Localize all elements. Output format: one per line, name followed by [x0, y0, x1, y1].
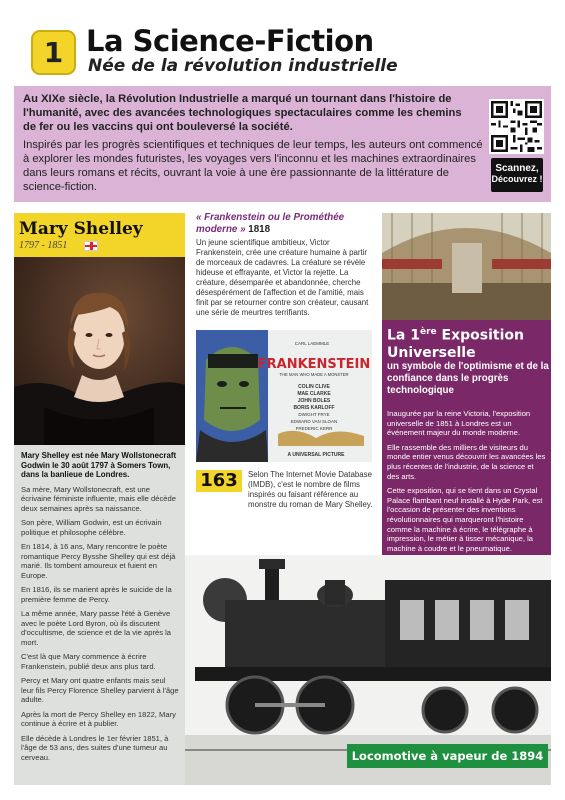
- intro-text: Inspirés par les progrès scientifiques et techniques de leur temps, les auteurs ont commencé à explorer les mondes futuristes, les voyages vers l'inconnu et les machines extraordinaires dans leurs romans et récits, ouvrant la voie à une ère passionnante de la littérature de science-fiction.: [23, 139, 483, 193]
- expo-subtitle: un symbole de l'optimisme et de la confiance dans le progrès technologique: [387, 361, 549, 396]
- poster-cast-5: DWIGHT FRYE: [298, 412, 330, 417]
- bio-paragraph: En 1814, à 16 ans, Mary rencontre le poète romantique Percy Bysshe Shelley qui est déjà marié. Ils tombent amoureux et fuient en Europe.: [21, 542, 176, 580]
- bio-paragraph: Percy et Mary ont quatre enfants mais seul leur fils Percy Florence Shelley parvient à l'âge adulte.: [21, 676, 179, 704]
- poster-studio: A UNIVERSAL PICTURE: [287, 452, 345, 458]
- frankenstein-title: [196, 212, 376, 236]
- poster-cast-4: BORIS KARLOFF: [293, 405, 335, 411]
- qr-label-line-1: Scannez,: [495, 163, 539, 174]
- bio-paragraph: Sa mère, Mary Wollstonecraft, est une écrivaine féministe influente, mais elle décède deux semaines après sa naissance.: [21, 484, 176, 513]
- poster-cast-6: EDWARD VAN SLOAN: [290, 419, 338, 424]
- frankenstein-summary: Un jeune scientifique ambitieux, Victor Frankenstein, crée une créature humaine à partir de morceaux de cadavres. La créature se révèle hideuse et effrayante, et Victor la rejette. La créature, désemparée et abandonnée, cherche désespérément de l'affection et de l'amitié, mais finit par se retourner contre son créateur, causant une série de meurtres terrifiants.: [196, 238, 369, 317]
- section-number-badge: 1: [31, 30, 76, 75]
- expo-title: [387, 324, 547, 362]
- mary-shelley-dates: 1797 - 1851: [19, 240, 68, 251]
- england-flag-icon: [84, 241, 98, 251]
- bio-paragraph: En 1816, ils se marient après le suicide de la première femme de Percy.: [21, 585, 172, 604]
- poster-tagline: THE MAN WHO MADE A MONSTER: [279, 372, 349, 377]
- poster-cast-1: COLIN CLIVE: [298, 384, 330, 390]
- imdb-text: Selon The Internet Movie Database (IMDB), c'est le nombre de films inspirés ou faisant référence au monstre du roman de Mary Shelley.: [248, 470, 373, 509]
- expo-paragraph: Elle rassemble des milliers de visiteurs du monde entier venus découvrir les avancées les plus récentes de l'industrie, de la science et des arts.: [387, 442, 546, 481]
- expo-title-sup: ère: [419, 327, 437, 337]
- imdb-count-badge: 163: [196, 470, 242, 492]
- expo-title-part-1: La 1: [387, 327, 420, 344]
- bio-paragraph: C'est là que Mary commence à écrire Frankenstein, publié deux ans plus tard.: [21, 652, 156, 671]
- intro-box: [14, 86, 551, 202]
- qr-scan-label: [491, 158, 543, 192]
- qr-code-icon[interactable]: [489, 99, 544, 154]
- intro-bold-text: Au XIXe siècle, la Révolution Industrielle a marqué un tournant dans l'histoire de l'humanité, avec des avancées technologiques spectaculaires comme les chemins de fer ou les vaccins qui ont bouleversé la société.: [23, 93, 462, 133]
- locomotive-caption: Locomotive à vapeur de 1894: [347, 744, 548, 768]
- bio-paragraph: Elle décède à Londres le 1er février 1851, à l'âge de 53 ans, des suites d'une tumeur au cerveau.: [21, 733, 169, 762]
- expo-paragraph: Cette exposition, qui se tient dans un Crystal Palace flambant neuf installé à Hyde Park, est l'occasion de présenter des inventions révolutionnaires qui marqueront l'histoire comme la machine à écrire, le télégraphe à impression, le métier à tisser mécanique, la machine à coudre et le pneumatique.: [387, 486, 543, 553]
- bio-paragraph: Son père, William Godwin, est un écrivain politique et philosophe célèbre.: [21, 518, 162, 537]
- frankenstein-title-text: « Frankenstein ou le Prométhée moderne »: [196, 212, 345, 235]
- mary-shelley-portrait: [14, 257, 185, 445]
- expo-paragraph: Inaugurée par la reine Victoria, l'exposition universelle de 1851 à Londres est un événement majeur du monde moderne.: [387, 409, 531, 438]
- mary-shelley-biography: [14, 445, 185, 785]
- poster-cast-2: MAE CLARKE: [297, 391, 331, 397]
- bio-paragraph: Mary Shelley est née Mary Wollstonecraft Godwin le 30 août 1797 à Somers Town, dans la banlieue de Londres.: [21, 451, 177, 479]
- page-title: La Science-Fiction: [86, 24, 374, 58]
- expo-title-part-2: Exposition Universelle: [387, 327, 524, 361]
- frankenstein-year: 1818: [248, 224, 271, 235]
- poster-title: FRANKENSTEIN: [257, 357, 371, 372]
- poster-cast-7: FREDERIC KERR: [295, 426, 333, 431]
- crystal-palace-photo: [382, 213, 551, 320]
- frankenstein-movie-poster: [196, 330, 372, 462]
- bio-paragraph: La même année, Mary passe l'été à Genève avec le poète Lord Byron, où ils discutent d'occultisme, de science et de la vie après la mort.: [21, 609, 172, 647]
- mary-shelley-name: Mary Shelley: [19, 219, 143, 239]
- poster-producer: CARL LAEMMLE: [294, 341, 330, 346]
- page-subtitle: Née de la révolution industrielle: [88, 56, 398, 76]
- mary-shelley-header: [14, 213, 185, 257]
- poster-cast-3: JOHN BOLES: [297, 398, 331, 404]
- bio-paragraph: Après la mort de Percy Shelley en 1822, Mary continue à écrire et à publier.: [21, 709, 176, 728]
- qr-label-line-2: Découvrez !: [491, 174, 543, 184]
